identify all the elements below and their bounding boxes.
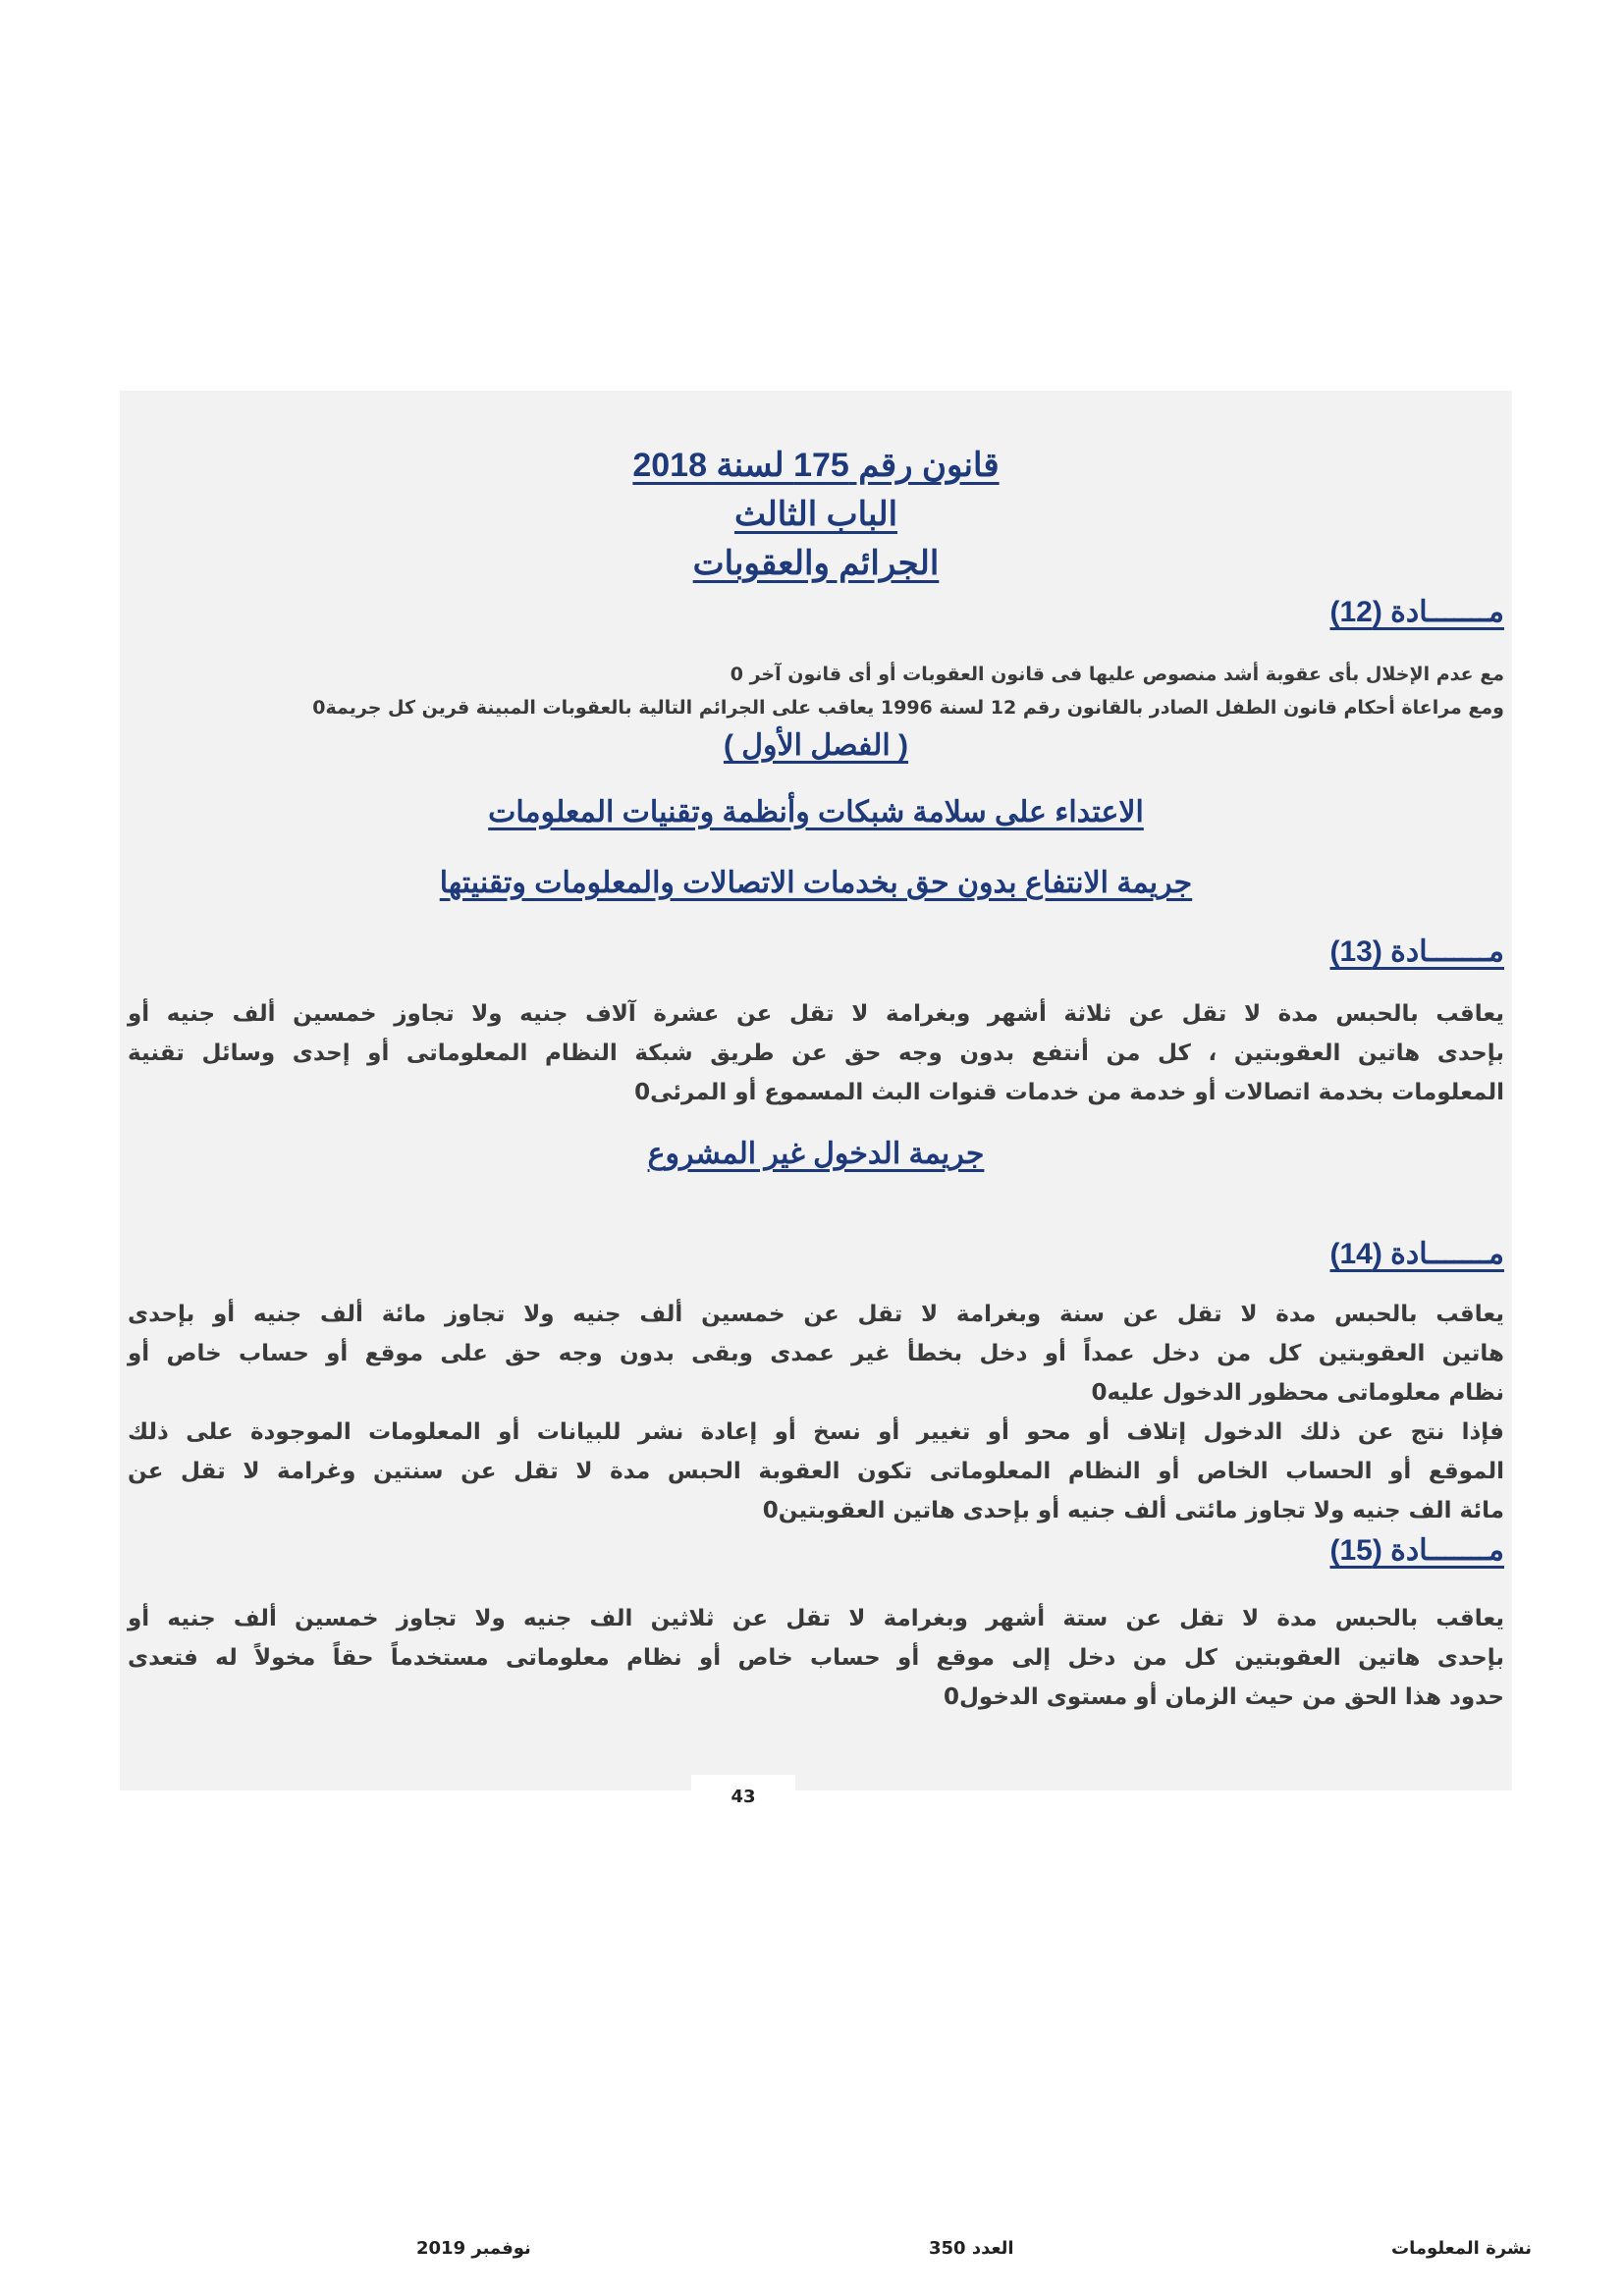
article-15-line: بإحدى هاتين العقوبتين كل من دخل إلى موقع أو حساب خاص أو نظام معلوماتى مستخدماً حقاً مخولاً له فتعدى <box>128 1645 1504 1671</box>
article-13-line: المعلومات بخدمة اتصالات أو خدمة من خدمات قنوات البث المسموع أو المرئى0 <box>634 1080 1504 1105</box>
article-15-line: حدود هذا الحق من حيث الزمان أو مستوى الدخول0 <box>943 1684 1504 1710</box>
chapter-label: ( الفصل الأول ) <box>723 729 909 762</box>
article-14-line: الموقع أو الحساب الخاص أو النظام المعلوماتى تكون العقوبة الحبس مدة لا تقل عن سنتين وغرامة لا تقل عن <box>128 1459 1504 1484</box>
document-panel <box>120 391 1512 1790</box>
article-14-line: فإذا نتج عن ذلك الدخول إتلاف أو محو أو تغيير أو نسخ أو إعادة نشر للبيانات أو المعلومات الموجودة على ذلك <box>128 1419 1504 1445</box>
article-14-heading: مـــــــادة (14) <box>1329 1238 1504 1270</box>
article-15-heading: مـــــــادة (15) <box>1329 1534 1504 1567</box>
article-12-heading: مـــــــادة (12) <box>1329 596 1504 628</box>
part-title: الباب الثالث <box>733 496 898 533</box>
article-15-line: يعاقب بالحبس مدة لا تقل عن ستة أشهر وبغرامة لا تقل عن ثلاثين الف جنيه ولا تجاوز خمسين ألف جنيه أو <box>128 1606 1504 1631</box>
crime-title: جريمة الدخول غير المشروع <box>647 1138 985 1170</box>
article-13-line: يعاقب بالحبس مدة لا تقل عن ثلاثة أشهر وبغرامة لا تقل عن عشرة آلاف جنيه ولا تجاوز خمسين ألف جنيه أو <box>128 1001 1504 1027</box>
law-title: قانون رقم 175 لسنة 2018 <box>632 447 1000 484</box>
footer-date: نوفمبر 2019 <box>416 2238 531 2259</box>
part-subtitle: الجرائم والعقوبات <box>692 545 940 582</box>
chapter-title: الاعتداء على سلامة شبكات وأنظمة وتقنيات المعلومات <box>488 796 1144 828</box>
footer-issue: العدد 350 <box>929 2238 1014 2259</box>
page-number: 43 <box>691 1775 795 1820</box>
article-13-heading: مـــــــادة (13) <box>1329 935 1504 968</box>
article-12-line: ومع مراعاة أحكام قانون الطفل الصادر بالقانون رقم 12 لسنة 1996 يعاقب على الجرائم التالية بالعقوبات المبينة قرين كل جريمة0 <box>312 697 1504 719</box>
article-14-line: يعاقب بالحبس مدة لا تقل عن سنة وبغرامة لا تقل عن خمسين ألف جنيه ولا تجاوز مائة ألف جنيه أو بإحدى <box>128 1302 1504 1327</box>
article-14-line: مائة الف جنيه ولا تجاوز مائتى ألف جنيه أو بإحدى هاتين العقوبتين0 <box>762 1498 1504 1523</box>
article-14-line: هاتين العقوبتين كل من دخل عمداً أو دخل بخطأ غير عمدى وبقى بدون وجه حق على موقع أو حساب خاص أو <box>128 1341 1504 1366</box>
article-12-line: مع عدم الإخلال بأى عقوبة أشد منصوص عليها فى قانون العقوبات أو أى قانون آخر 0 <box>730 664 1504 685</box>
crime-title: جريمة الانتفاع بدون حق بخدمات الاتصالات والمعلومات وتقنيتها <box>439 867 1193 899</box>
article-14-line: نظام معلوماتى محظور الدخول عليه0 <box>1091 1380 1504 1406</box>
footer-publication: نشرة المعلومات <box>1391 2238 1532 2259</box>
article-13-line: بإحدى هاتين العقوبتين ، كل من أنتفع بدون وجه حق عن طريق شبكة النظام المعلوماتى أو إحدى وسائل تقنية <box>128 1041 1504 1066</box>
